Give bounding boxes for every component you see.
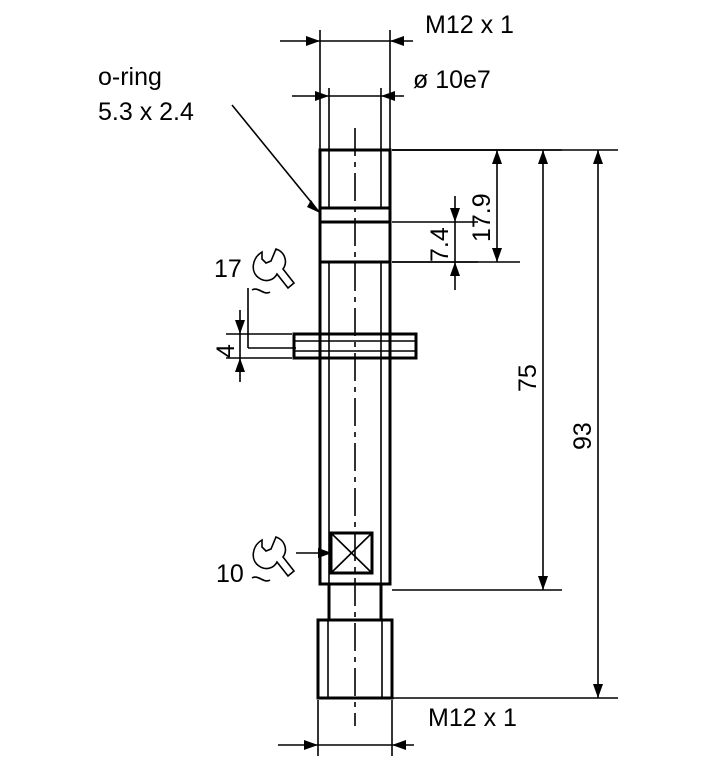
label-diameter: ø 10e7 — [413, 66, 491, 94]
label-wrench-10: 10 — [216, 560, 244, 588]
label-dim-7-4: 7.4 — [426, 227, 454, 262]
dimension-m12-bottom — [278, 700, 414, 756]
wrench-17-symbol — [248, 249, 296, 348]
dimension-17-9 — [392, 150, 520, 262]
label-dim-75: 75 — [514, 364, 542, 392]
label-oring-line1: o-ring — [98, 63, 162, 91]
label-dim-17-9: 17.9 — [468, 193, 496, 242]
label-dim-4: 4 — [212, 344, 240, 358]
oring-leader — [232, 105, 320, 213]
dimension-m12-top — [280, 30, 413, 152]
label-dim-93: 93 — [569, 422, 597, 450]
label-wrench-17: 17 — [214, 255, 242, 283]
label-oring-line2: 5.3 x 2.4 — [98, 98, 194, 126]
dimension-diameter-10e7 — [292, 88, 404, 150]
label-thread-bottom: M12 x 1 — [428, 704, 517, 732]
label-thread-top: M12 x 1 — [425, 11, 514, 39]
